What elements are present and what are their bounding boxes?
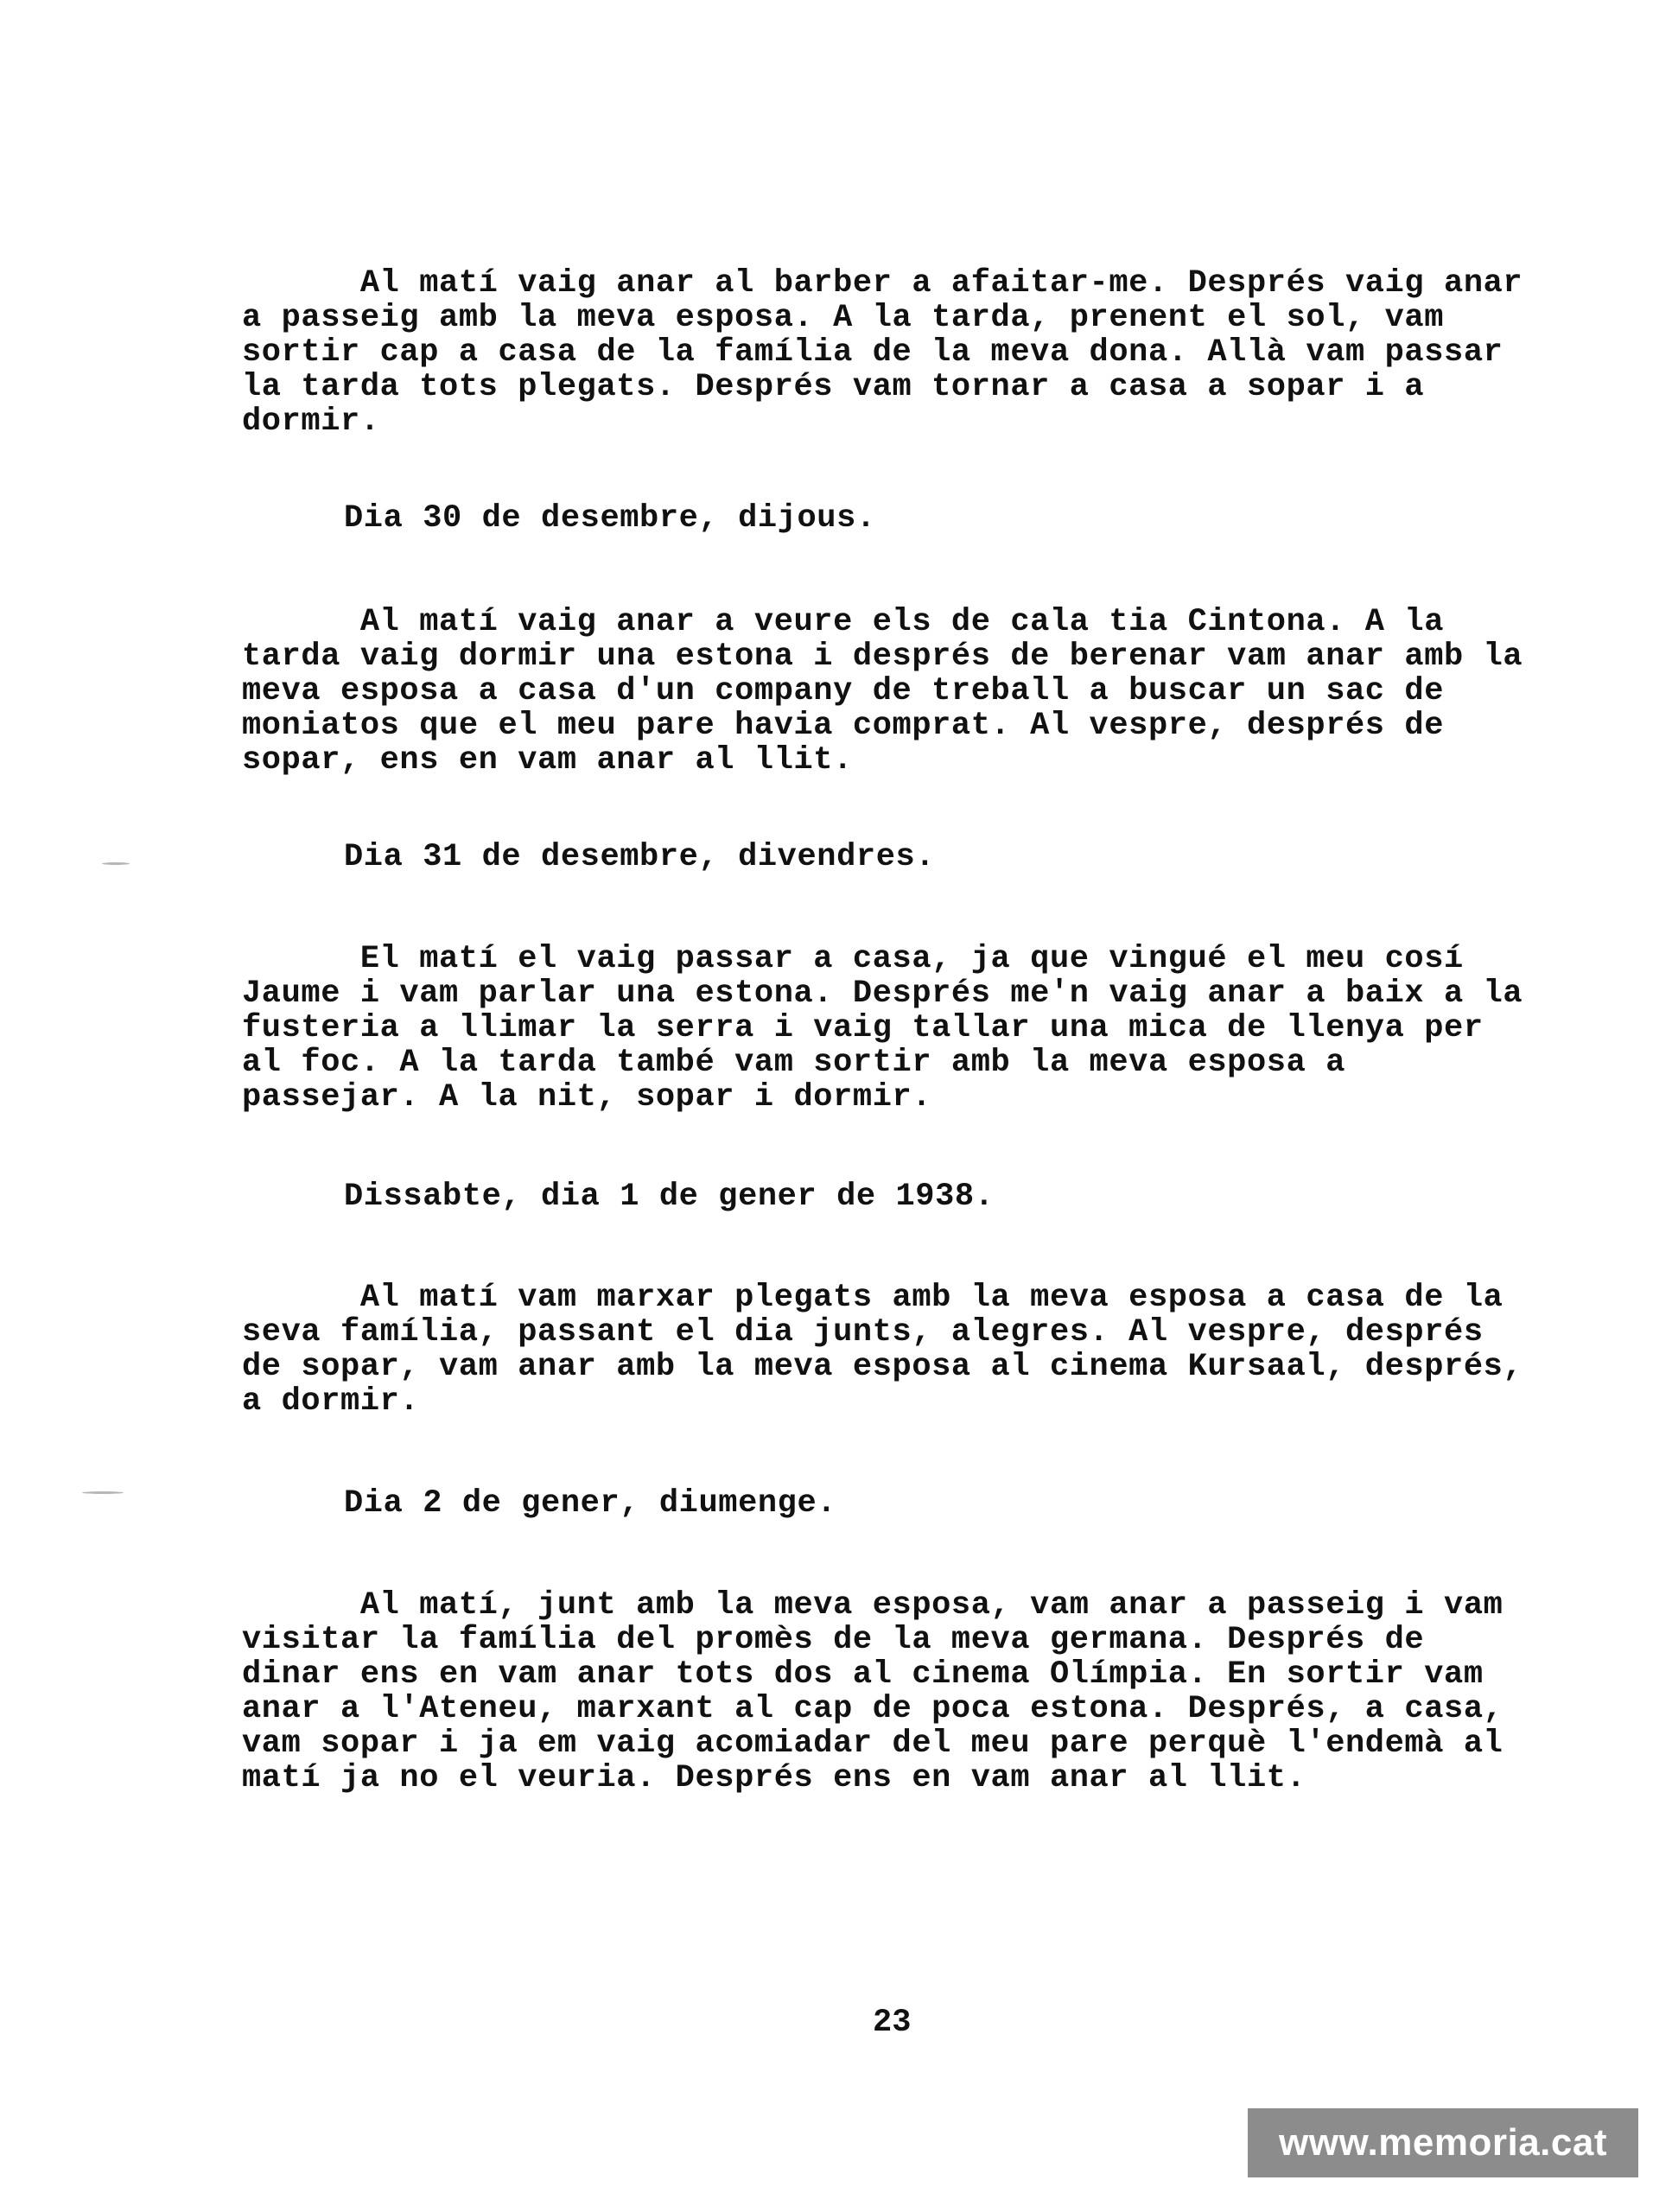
diary-paragraph: Al matí vam marxar plegats amb la meva esposa a casa de la seva família, passant el dia junts, alegres. Al vespre, després de sopar, vam anar amb la meva esposa al cinema Kursaal, després, a dormir. — [242, 1280, 1523, 1420]
date-heading: Dia 2 de gener, diumenge. — [344, 1485, 837, 1522]
diary-paragraph: El matí el vaig passar a casa, ja que vingué el meu cosí Jaume i vam parlar una estona. Després me'n vaig anar a baix a la fusteria a llimar la serra i vaig tallar una mica de llenya per al foc. A la tarda també vam sortir amb la meva esposa a passejar. A la nit, sopar i dormir. — [242, 941, 1523, 1116]
diary-paragraph: Al matí, junt amb la meva esposa, vam anar a passeig i vam visitar la família del promès de la meva germana. Després de dinar ens en vam anar tots dos al cinema Olímpia. En sortir vam anar a l'Ateneu, marxant al cap de poca estona. Després, a casa, vam sopar i ja em vaig acomiadar del meu pare perquè l'endemà al matí ja no el veuria. Després ens en vam anar al llit. — [242, 1587, 1504, 1796]
scan-mark — [102, 862, 130, 865]
date-heading: Dissabte, dia 1 de gener de 1938. — [344, 1179, 995, 1215]
date-heading: Dia 30 de desembre, dijous. — [344, 500, 876, 537]
date-heading: Dia 31 de desembre, divendres. — [344, 839, 936, 875]
watermark-logo[interactable]: www.memoria.cat — [1248, 2108, 1638, 2177]
diary-paragraph: Al matí vaig anar a veure els de cala tia Cintona. A la tarda vaig dormir una estona i després de berenar vam anar amb la meva esposa a casa d'un company de treball a buscar un sac de moniatos que el meu pare havia comprat. Al vespre, després de sopar, ens en vam anar al llit. — [242, 604, 1523, 779]
diary-paragraph: Al matí vaig anar al barber a afaitar-me. Després vaig anar a passeig amb la meva esposa. A la tarda, prenent el sol, vam sortir cap a casa de la família de la meva dona. Allà vam passar la tarda tots plegats. Després vam tornar a casa a sopar i a dormir. — [242, 265, 1523, 440]
page-number: 23 — [873, 2005, 912, 2041]
scan-mark — [82, 1491, 124, 1494]
